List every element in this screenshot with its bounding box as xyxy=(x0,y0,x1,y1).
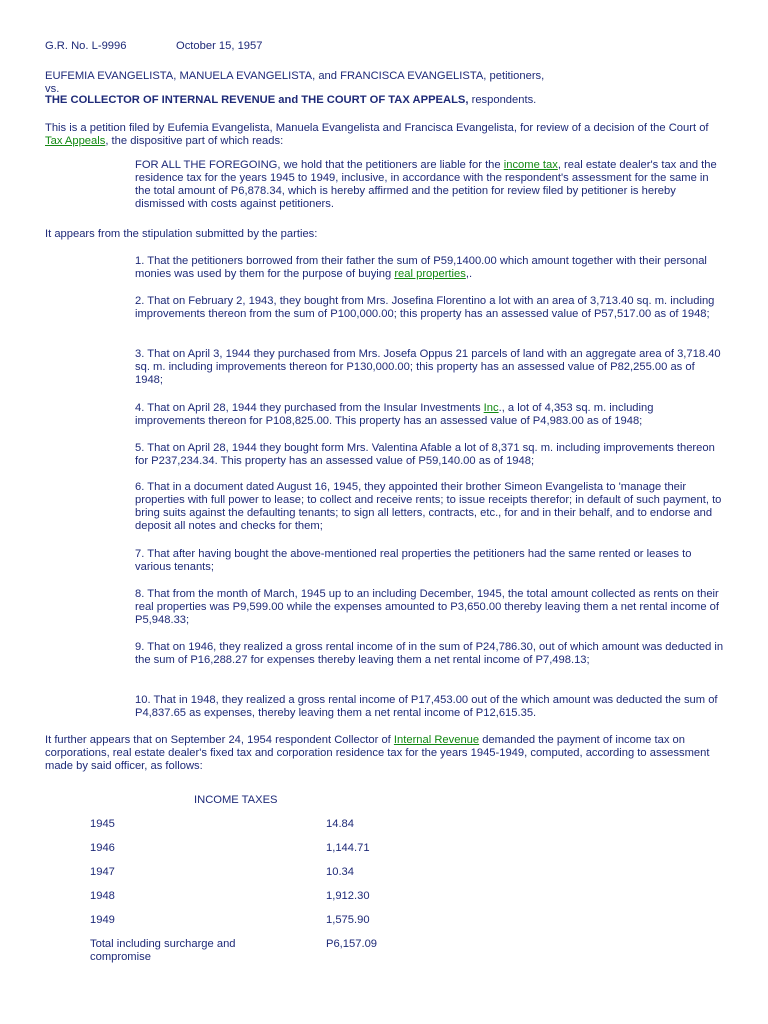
petitioners-line: EUFEMIA EVANGELISTA, MANUELA EVANGELISTA, and FRANCISCA EVANGELISTA, petitioners, xyxy=(45,70,545,82)
stipulation-item-6: 6. That in a document dated August 16, 1945, they appointed their brother Simeon Evangelista to 'manage their properties with full power to lease; to collect and receive rents; to issue receipts therefor; in default of such payment, to bring suits against the defaulting tenants; to sign all letters, contracts, etc., for and in their behalf, and to endorse and deposit all notes and checks for them; xyxy=(135,481,722,532)
respondents-suffix: respondents. xyxy=(468,94,537,106)
item-1-text-a: 1. That the petitioners borrowed from their father the sum of P59,1400.00 which amount together with their personal monies was used by them for the purpose of buying xyxy=(135,255,707,280)
table-row xyxy=(0,818,768,832)
item-4-text-a: 4. That on April 28, 1944 they purchased from the Insular Investments xyxy=(135,402,484,414)
quote-text-a: FOR ALL THE FOREGOING, we hold that the petitioners are liable for the xyxy=(135,159,504,171)
stipulation-item-10: 10. That in 1948, they realized a gross rental income of P17,453.00 out of the which amount was deducted the sum of P4,837.65 as expenses, thereby leaving them a net rental income of P12,615.35. xyxy=(135,694,718,719)
tax-amount: 1,575.90 xyxy=(326,914,370,926)
decision-date: October 15, 1957 xyxy=(176,40,263,52)
tax-amount: 1,144.71 xyxy=(326,842,370,854)
income-taxes-heading: INCOME TAXES xyxy=(194,794,278,806)
stipulation-item-1 xyxy=(135,255,725,281)
further-text-b: demanded the payment of income tax on corporations, real estate dealer's fixed tax and corporation residence tax for the years 1945-1949, computed, according to assessment made by said officer, as follows: xyxy=(45,734,710,772)
table-row xyxy=(0,842,768,856)
table-row xyxy=(0,866,768,880)
tax-amount: 10.34 xyxy=(326,866,354,878)
stipulation-item-3: 3. That on April 3, 1944 they purchased from Mrs. Josefa Oppus 21 parcels of land with an aggregate area of 3,718.40 sq. m. including improvements thereon for P130,000.00; this property has an assessed value of P82,255.00 as of 1948; xyxy=(135,348,721,386)
table-row xyxy=(0,890,768,904)
tax-appeals-link[interactable]: Tax Appeals xyxy=(45,135,106,147)
further-paragraph xyxy=(45,734,725,773)
intro-text-b: , the dispositive part of which reads: xyxy=(105,135,284,147)
intro-text-a: This is a petition filed by Eufemia Evangelista, Manuela Evangelista and Francisca Evangelista, for review of a decision of the Court of xyxy=(45,122,709,134)
item-4-text-b: ., a lot of 4,353 sq. m. including improvements thereon for P108,825.00. This property has an assessed value of P4,983.00 as of 1948; xyxy=(135,402,654,427)
income-tax-link[interactable]: income tax xyxy=(503,159,558,171)
inc-link[interactable]: Inc xyxy=(483,402,499,414)
tax-year: 1948 xyxy=(90,890,115,902)
total-label: Total including surcharge and compromise xyxy=(90,938,236,963)
stipulation-item-8: 8. That from the month of March, 1945 up to an including December, 1945, the total amount collected as rents on their real properties was P9,599.00 while the expenses amounted to P3,650.00 thereby leaving them a net rental income of P5,948.33; xyxy=(135,588,719,626)
stipulation-item-4 xyxy=(135,402,725,428)
tax-year: 1949 xyxy=(90,914,115,926)
further-text-a: It further appears that on September 24, 1954 respondent Collector of xyxy=(45,734,394,746)
tax-year: 1945 xyxy=(90,818,115,830)
internal-revenue-link[interactable]: Internal Revenue xyxy=(393,734,480,746)
stipulation-item-2: 2. That on February 2, 1943, they bought from Mrs. Josefina Florentino a lot with an area of 3,713.40 sq. m. including improvements thereon from the sum of P100,000.00; this property has an assessed value of P57,517.00 as of 1948; xyxy=(135,295,715,320)
stipulation-item-5: 5. That on April 28, 1944 they bought form Mrs. Valentina Afable a lot of 8,371 sq. m. including improvements thereon for P237,234.34. This property has an assessed value of P59,140.00 as of 1948; xyxy=(135,442,715,467)
stipulation-item-7: 7. That after having bought the above-mentioned real properties the petitioners had the same rented or leases to various tenants; xyxy=(135,548,692,573)
respondents-line xyxy=(45,94,745,107)
total-amount: P6,157.09 xyxy=(326,938,378,950)
versus: vs. xyxy=(45,83,60,95)
item-1-text-b: ,. xyxy=(465,268,473,280)
stipulation-item-9: 9. That on 1946, they realized a gross rental income of in the sum of P24,786.30, out of which amount was deducted in the sum of P16,288.27 for expenses thereby leaving them a net rental income of P7,498.13; xyxy=(135,641,724,666)
dispositive-quote xyxy=(135,159,720,211)
respondents-names: THE COLLECTOR OF INTERNAL REVENUE and THE COURT OF TAX APPEALS, xyxy=(45,94,469,106)
table-row xyxy=(0,914,768,928)
real-properties-link[interactable]: real properties xyxy=(394,268,466,280)
intro-paragraph xyxy=(45,122,725,148)
tax-year: 1946 xyxy=(90,842,115,854)
tax-amount: 1,912.30 xyxy=(326,890,370,902)
quote-text-b: , real estate dealer's tax and the residence tax for the years 1945 to 1949, inclusive, in accordance with the respondent's assessment for the same in the total amount of P6,878.34, which is hereby affirmed and the petition for review filed by petitioner is hereby dismissed with costs against petitioners. xyxy=(135,159,717,210)
gr-number: G.R. No. L-9996 xyxy=(45,40,127,52)
tax-year: 1947 xyxy=(90,866,115,878)
stipulation-intro: It appears from the stipulation submitted by the parties: xyxy=(45,228,318,240)
tax-amount: 14.84 xyxy=(326,818,354,830)
